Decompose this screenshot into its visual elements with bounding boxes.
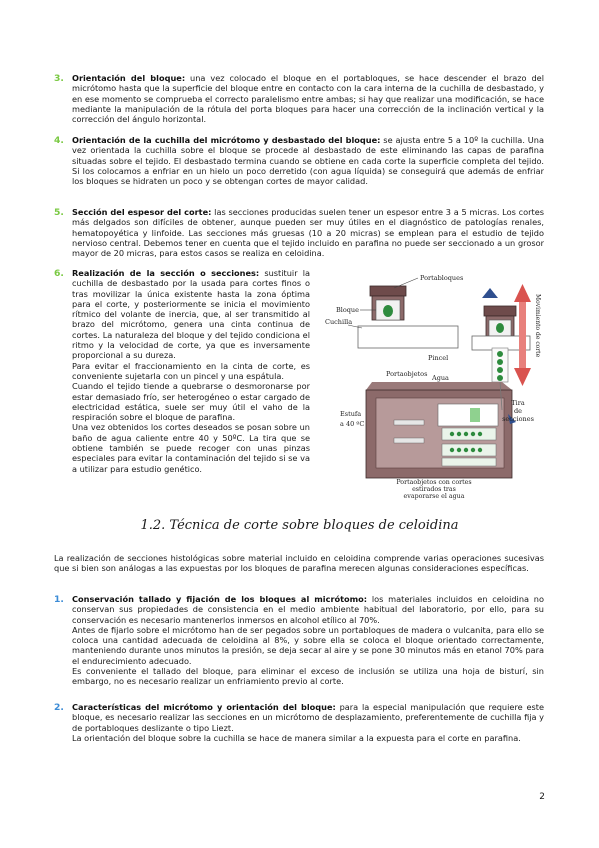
item-number: 6. [54,268,64,279]
paragraph-celoidina-2 [72,702,544,743]
item6-paragraph: Para evitar el fraccionamiento en la cinta de corte, es conveniente sujetarla con un pincel y una espátula. [72,360,310,381]
section-heading: 1.2. Técnica de corte sobre bloques de celoidina [140,518,459,533]
item-text: sustituir la cuchilla de desbastado por la usada para cortes finos o tras movilizar la única existente hasta la zona óptima para el corte, y posteriormente se inicia el movimiento rítmico del volante de inercia, que, al ser transmitido al brazo del micrótomo, genera una cinta continua de cortes. La naturaleza del bloque y del tejido condiciona el ritmo y la velocidad de corte, ya que es inversamente proporcional a su dureza. [72,268,310,361]
label-agua: Agua [432,374,449,382]
item-number: 2. [54,702,64,713]
microtome-figure [322,270,546,500]
intro-paragraph: La realización de secciones histológicas sobre material incluido en celoidina comprende varias operaciones sucesivas que si bien son análogas a las expuestas por los bloques de parafina merecen algunas consideraciones específicas. [54,553,544,574]
item-number: 4. [54,135,64,146]
arrow-down-icon [514,368,531,386]
paragraph-item-5 [72,207,544,258]
figure-caption: evaporarse el agua [403,493,465,500]
paragraph-item-4 [72,135,544,186]
item-extra: La orientación del bloque sobre la cuchilla se hace de manera similar a la expuesta para el corte en parafina. [72,732,521,743]
item6-paragraph: Cuando el tejido tiende a quebrarse o desmoronarse por estar demasiado frío, ser heterogéneo o estar cargado de electricidad estática, suele ser muy útil el vaho de la respiración sobre el bloque de parafina. [72,381,310,423]
label-tira: de [513,407,523,415]
item-text: para la especial manipulación que requiere este bloque, es necesario realizar las secciones en un micrótomo de desplazamiento, preferentemente de cuchilla fija y de portabloques deslizante o tipo Liezt. [72,702,544,733]
paragraph-item-3 [72,73,544,124]
item-number: 1. [54,594,64,605]
item-number: 3. [54,73,64,84]
item-title: Orientación de la cuchilla del micrótomo y desbastado del bloque: [72,135,381,145]
item-extra: Antes de fijarlo sobre el micrótomo han de ser pegados sobre un portabloques de madera o vulcanita, para ello se coloca una cantidad adecuada de celoidina al 8%, y sobre ella se coloca el bloque orientado correctamente, manteniendo durante unos minutos la presión, se deja secar al aire y se pone 30 minutos más en etanol 70% para el endurecimiento adecuado. [72,624,544,666]
item-title: Conservación tallado y fijación de los bloques al micrótomo: [72,594,368,604]
item-number: 5. [54,207,64,218]
label-tira: secciones [502,415,534,423]
item-title: Realización de la sección o secciones: [72,268,260,278]
item-text: los materiales incluidos en celoidina no conservan sus propiedades de consistencia en el medio ambiente habitual del laboratorio, por ello, para su conservación es necesario mantenerlos inmersos en alcohol etílico al 70%. [72,594,544,625]
arrow-up-icon [514,284,531,302]
item-text: las secciones producidas suelen tener un espesor entre 3 a 5 micras. Los cortes más delgados son difíciles de obtener, aunque pueden ser muy útiles en el diagnóstico de patologías renales, hematopoyética y linfoide. Las secciones más gruesas (10 a 20 micras) se emplean para el estudio de tejido nervioso central. Debemos tener en cuenta que el tejido incluido en parafina no puede ser seccionado a un grosor mayor de 20 micras, para estos casos se realiza en celoidina. [72,207,544,259]
item-text: se ajusta entre 5 a 10º la cuchilla. Una vez orientada la cuchilla sobre el bloque se procede al desbastado de este eliminando las capas de parafina situadas sobre el tejido. El desbastado termina cuando se obtiene en cada corte la superficie completa del tejido. Si los colocamos a enfriar en un hielo un poco derretido (con agua líquida) se conseguirá que además de enfriar los bloques se hidraten un poco y se obtengan cortes de mayor calidad. [72,135,544,187]
label-bloque: Bloque [336,306,359,314]
page-number: 2 [539,792,545,802]
label-tira: Tira [511,399,525,407]
arrow-icon [482,288,498,298]
label-movimiento: Movimiento de corte [534,294,541,358]
label-portaobjetos: Portaobjetos [386,370,428,378]
label-estufa-temp: a 40 ºC [340,420,365,428]
item-extra: Es conveniente el tallado del bloque, para eliminar el exceso de inclusión se utiliza una hoja de bisturí, sin embargo, no es necesario realizar un enfriamiento previo al corte. [72,666,544,687]
label-cuchilla: Cuchilla [325,318,353,326]
item-title: Características del micrótomo y orientación del bloque: [72,702,336,712]
label-portabloques: Portabloques [420,274,464,282]
paragraph-celoidina-1 [72,594,544,687]
item-title: Sección del espesor del corte: [72,207,212,217]
item6-paragraph: Una vez obtenidos los cortes deseados se posan sobre un baño de agua caliente entre 40 y 50ºC. La tira que se obtiene también se puede recoger con unas pinzas especiales para evitar la contaminación del tejido si se va a utilizar para estudio genético. [72,422,310,474]
label-estufa: Estufa [340,410,362,418]
figure-caption: Portaobjetos con cortes [396,479,472,486]
label-pincel: Pincel [428,354,449,362]
figure-caption: estirados tras [412,486,456,493]
paragraph-item-6 [72,268,310,474]
item-title: Orientación del bloque: [72,73,186,83]
item-text: una vez colocado el bloque en el portabloques, se hace descender el brazo del micrótomo hasta que la superficie del bloque entre en contacto con la cara interna de la cuchilla de desbastado, y en ese momento se comprueba el correcto paralelismo entre ambas; si hay que realizar una modificación, se hace mediante la manipulación de la rótula del porta bloques para hacer una corrección de la inclinación vertical y la corrección del ángulo horizontal. [72,73,544,125]
